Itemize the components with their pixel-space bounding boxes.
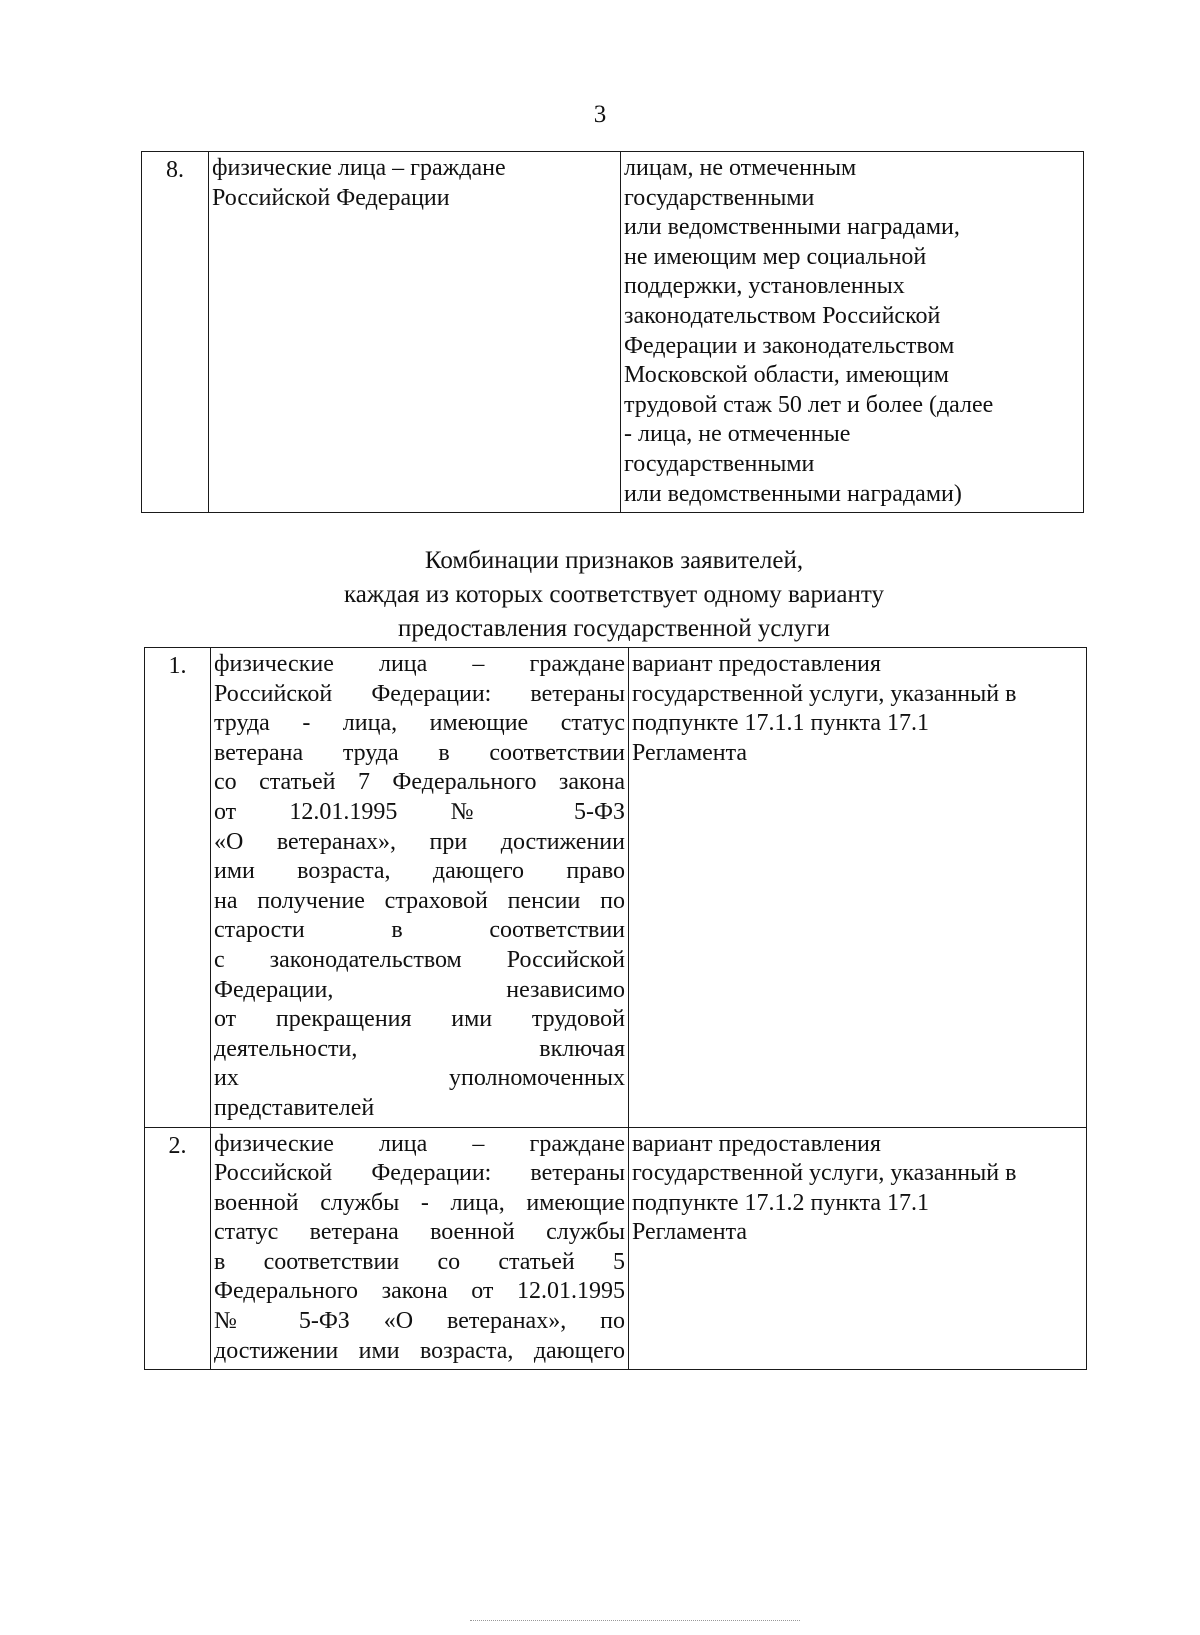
description-cell-line: трудовой стаж 50 лет и более (далее bbox=[624, 391, 994, 418]
description-cell-line: поддержки, установленных bbox=[624, 273, 905, 300]
variant-cell bbox=[629, 1127, 1087, 1370]
criteria-cell-line: Российской Федерации: ветераны bbox=[214, 1160, 625, 1187]
section-title bbox=[0, 544, 1200, 646]
row-number: 2. bbox=[145, 1127, 211, 1370]
page-footer-rule bbox=[470, 1620, 800, 1621]
criteria-cell-line: «О ветеранах», при достижении bbox=[214, 828, 625, 855]
variant-cell-line: вариант предоставления bbox=[632, 651, 881, 677]
variant-cell-line: Регламента bbox=[632, 739, 748, 766]
criteria-cell bbox=[211, 1127, 629, 1370]
applicant-categories-body bbox=[142, 152, 1084, 513]
description-cell-line: государственными bbox=[624, 450, 815, 477]
variant-cell-line: подпункте 17.1.1 пункта 17.1 bbox=[632, 710, 929, 737]
variant-cell-line: государственной услуги, указанный в bbox=[632, 680, 1017, 707]
applicant-cell bbox=[209, 152, 621, 513]
row-number: 1. bbox=[145, 648, 211, 1128]
page-number: 3 bbox=[593, 101, 607, 128]
criteria-cell bbox=[211, 648, 629, 1128]
section-title-line: каждая из которых соответствует одному варианту bbox=[344, 581, 884, 608]
criteria-cell-line: со статьей 7 Федерального закона bbox=[214, 769, 625, 796]
criteria-cell-line: в соответствии со статьей 5 bbox=[214, 1248, 625, 1275]
section-title-line: Комбинации признаков заявителей, bbox=[424, 547, 804, 574]
criteria-cell-line: № 5-ФЗ «О ветеранах», по bbox=[214, 1308, 625, 1335]
criteria-cell-line: физические лица – граждане bbox=[214, 651, 625, 677]
variant-cell-line: подпункте 17.1.2 пункта 17.1 bbox=[632, 1189, 929, 1216]
variant-cell-line: Регламента bbox=[632, 1219, 748, 1246]
section-title-line: предоставления государственной услуги bbox=[397, 615, 831, 642]
table-row bbox=[145, 1127, 1087, 1370]
criteria-cell-line: достижении ими возраста, дающего bbox=[214, 1337, 625, 1364]
criteria-cell-line: от прекращения ими трудовой bbox=[214, 1006, 625, 1033]
criteria-cell-line: с законодательством Российской bbox=[214, 946, 625, 973]
applicant-combinations-table bbox=[144, 647, 1087, 1370]
criteria-cell-line: ветерана труда в соответствии bbox=[214, 739, 625, 766]
criteria-cell-line: Федерации, независимо bbox=[214, 976, 625, 1003]
table-row bbox=[145, 648, 1087, 1128]
criteria-cell-line: от 12.01.1995 № 5-ФЗ bbox=[214, 798, 625, 825]
description-cell-line: или ведомственными наградами) bbox=[624, 480, 962, 507]
table-row bbox=[142, 152, 1084, 513]
criteria-cell-line: их уполномоченных bbox=[214, 1065, 625, 1092]
description-cell bbox=[621, 152, 1084, 513]
applicant-cell-line: Российской Федерации bbox=[212, 184, 450, 211]
criteria-cell-line: представителей bbox=[214, 1094, 375, 1121]
description-cell-line: Московской области, имеющим bbox=[624, 362, 949, 389]
criteria-cell-line: ими возраста, дающего право bbox=[214, 858, 625, 885]
criteria-cell-line: Российской Федерации: ветераны bbox=[214, 680, 625, 707]
variant-cell bbox=[629, 648, 1087, 1128]
description-cell-line: лицам, не отмеченным bbox=[624, 155, 857, 181]
applicant-cell-line: физические лица – граждане bbox=[212, 155, 506, 181]
criteria-cell-line: на получение страховой пенсии по bbox=[214, 887, 625, 914]
variant-cell-line: вариант предоставления bbox=[632, 1130, 881, 1157]
applicant-categories-table bbox=[141, 151, 1084, 513]
description-cell-line: не имеющим мер социальной bbox=[624, 243, 927, 270]
criteria-cell-line: деятельности, включая bbox=[214, 1035, 625, 1062]
row-number: 8. bbox=[142, 152, 209, 513]
criteria-cell-line: физические лица – граждане bbox=[214, 1130, 625, 1157]
applicant-combinations-body bbox=[145, 648, 1087, 1370]
criteria-cell-line: труда - лица, имеющие статус bbox=[214, 710, 625, 737]
criteria-cell-line: статус ветерана военной службы bbox=[214, 1219, 625, 1246]
variant-cell-line: государственной услуги, указанный в bbox=[632, 1160, 1017, 1187]
description-cell-line: - лица, не отмеченные bbox=[624, 421, 851, 448]
description-cell-line: Федерации и законодательством bbox=[624, 332, 955, 359]
description-cell-line: или ведомственными наградами, bbox=[624, 214, 960, 241]
criteria-cell-line: военной службы - лица, имеющие bbox=[214, 1189, 625, 1216]
criteria-cell-line: Федерального закона от 12.01.1995 bbox=[214, 1278, 625, 1305]
description-cell-line: законодательством Российской bbox=[624, 302, 941, 329]
description-cell-line: государственными bbox=[624, 184, 815, 211]
criteria-cell-line: старости в соответствии bbox=[214, 917, 625, 944]
